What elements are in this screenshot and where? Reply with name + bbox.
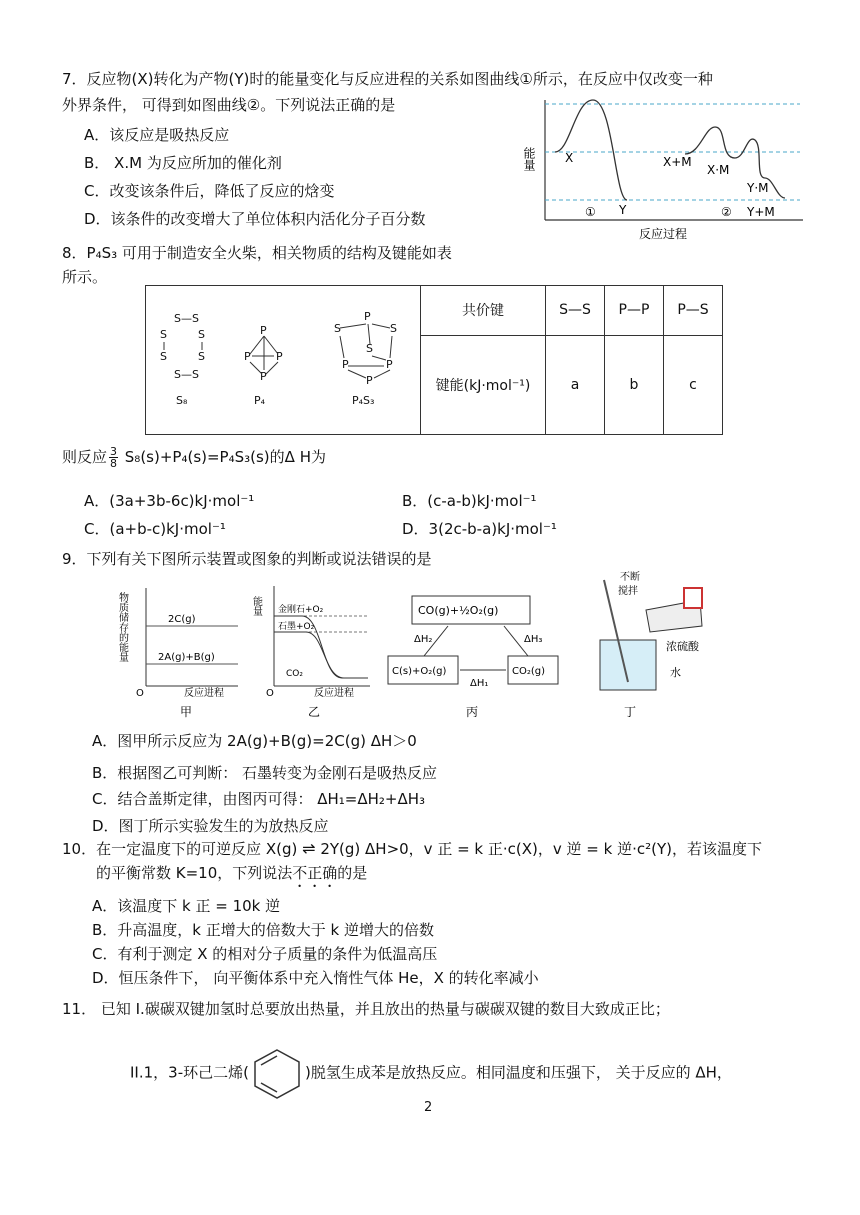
svg-text:S: S [334, 322, 341, 335]
q10-stem1a: 10．在一定温度下的可逆反应 X(g) [62, 840, 298, 858]
q8-row-label: 键能(kJ·mol⁻¹) [421, 335, 546, 434]
q8-option-b: B．(c-a-b)kJ·mol⁻¹ [402, 492, 537, 510]
q10-stem2a: 的平衡常数 K=10，下列说法 [96, 864, 293, 882]
q7-energy-graph [515, 92, 805, 240]
svg-text:S—S: S—S [174, 368, 199, 381]
q9-fig-bing [384, 592, 560, 720]
q10-stem-line2 [96, 862, 367, 891]
q9-bing-h1: ΔH₁ [470, 678, 489, 689]
q7-label-ym: Y+M [747, 205, 775, 219]
q8-label-s8: S₈ [176, 394, 188, 407]
q8-option-a: A．(3a+3b-6c)kJ·mol⁻¹ [84, 492, 255, 510]
q7-option-c: C．改变该条件后，降低了反应的焓变 [84, 182, 335, 200]
q8-frac-num: 3 [110, 445, 118, 458]
q7-label-xm: X+M [663, 155, 692, 169]
q9-bing-left: C(s)+O₂(g) [392, 666, 447, 677]
q9-jia-xlabel: 反应进程 [184, 688, 224, 699]
q8-header-pp: P—P [605, 286, 664, 336]
q9-bing-top: CO(g)+½O₂(g) [418, 604, 499, 617]
q9-yi-origin: O [266, 688, 274, 699]
q8-stem-line1: 8．P₄S₃ 可用于制造安全火柴，相关物质的结构及键能如表 [62, 244, 452, 262]
svg-text:P: P [366, 374, 373, 387]
q9-bing-h2: ΔH₂ [414, 634, 433, 645]
svg-text:P: P [244, 350, 251, 363]
svg-text:P: P [276, 350, 283, 363]
q10-option-d: D．恒压条件下， 向平衡体系中充入惰性气体 He，X 的转化率减小 [92, 969, 539, 987]
svg-text:S—S: S—S [174, 312, 199, 325]
q9-yi-caption: 乙 [308, 705, 321, 719]
q9-fig-jia [116, 582, 244, 720]
q9-ding-caption: 丁 [624, 705, 637, 719]
svg-text:S: S [390, 322, 397, 335]
q9-jia-origin: O [136, 688, 144, 699]
q9-stem: 9．下列有关下图所示装置或图象的判断或说法错误的是 [62, 550, 432, 568]
q9-ding-acid: 浓硫酸 [666, 640, 699, 653]
q8-question-pre: 则反应 [62, 448, 108, 466]
q10-option-b: B．升高温度，k 正增大的倍数大于 k 逆增大的倍数 [92, 921, 434, 939]
q8-structures [146, 286, 420, 430]
q8-question-post: S₈(s)+P₄(s)=P₄S₃(s)的Δ H为 [120, 448, 326, 466]
svg-text:P: P [260, 324, 267, 337]
svg-text:S: S [160, 328, 167, 341]
q8-stem-line2: 所示。 [62, 268, 108, 286]
q9-option-c: C．结合盖斯定律，由图丙可得： ΔH₁=ΔH₂+ΔH₃ [92, 790, 426, 808]
q8-value-a: a [546, 335, 605, 434]
q8-structures-cell [146, 286, 421, 435]
q10-stem1b: 2Y(g) ΔH>0，v 正 = k 正·c(X)，v 逆 = k 逆·c²(Y)，若该温度下 [320, 840, 762, 858]
q8-label-p4: P₄ [254, 394, 266, 407]
q11-stem-line1: 11． 已知 I.碳碳双键加氢时总要放出热量，并且放出的热量与碳碳双键的数目大致成正比； [62, 1000, 670, 1018]
cyclohexadiene-icon [249, 1046, 305, 1100]
q9-jia-ylabel: 物质储存的能量 [116, 592, 128, 662]
q11-stem2b: )脱氢生成苯是放热反应。相同温度和压强下， 关于反应的 ΔH， [304, 1063, 732, 1082]
svg-text:P: P [260, 370, 267, 383]
q10-option-c: C．有利于测定 X 的相对分子质量的条件为低温高压 [92, 945, 438, 963]
q8-frac-den: 8 [110, 457, 118, 470]
q7-option-b: B． X.M 为反应所加的催化剂 [84, 154, 282, 172]
q10-option-a: A．该温度下 k 正 = 10k 逆 [92, 897, 281, 915]
q7-label-curve1: ① [585, 205, 596, 219]
q9-ding-stir2: 搅拌 [618, 586, 638, 597]
q9-bing-caption: 丙 [466, 705, 479, 719]
q9-fig-ding [590, 570, 714, 720]
q11-stem2a: II.1，3-环己二烯( [130, 1063, 249, 1082]
q8-header-ps: P—S [664, 286, 723, 336]
q10-emphasis: 不正确 [292, 864, 338, 882]
q10-equilibrium-arrow: ⇌ [302, 839, 316, 858]
q9-option-d: D．图丁所示实验发生的为放热反应 [92, 817, 329, 835]
svg-text:P: P [364, 310, 371, 323]
q8-question [62, 446, 326, 469]
q9-bing-right: CO₂(g) [512, 666, 546, 677]
q9-jia-top: 2C(g) [168, 614, 196, 625]
q8-header-bond: 共价键 [421, 286, 546, 336]
q9-ding-stir: 不断 [620, 572, 640, 583]
q8-fraction [109, 446, 118, 469]
q7-label-y-dot-m: Y·M [747, 181, 769, 195]
q9-yi-ylabel: 能量 [250, 596, 262, 616]
q7-option-a: A．该反应是吸热反应 [84, 126, 230, 144]
q9-yi-xlabel: 反应进程 [314, 688, 354, 699]
q9-jia-caption: 甲 [180, 705, 193, 719]
q7-label-x: X [565, 151, 574, 165]
q9-yi-graphite: 石墨+O₂ [278, 622, 315, 632]
q8-option-c: C．(a+b-c)kJ·mol⁻¹ [84, 520, 226, 538]
svg-text:S: S [366, 342, 373, 355]
q7-stem-line2: 外界条件， 可得到如图曲线②。下列说法正确的是 [62, 96, 396, 114]
svg-text:P: P [386, 358, 393, 371]
q9-option-b: B．根据图乙可判断： 石墨转变为金刚石是吸热反应 [92, 764, 438, 782]
q8-option-d: D．3(2c-b-a)kJ·mol⁻¹ [402, 520, 557, 538]
q7-stem-line1: 7．反应物(X)转化为产物(Y)时的能量变化与反应进程的关系如图曲线①所示，在反应中仅改变一种 [62, 70, 713, 88]
svg-text:S: S [198, 350, 205, 363]
q9-ding-water: 水 [670, 666, 681, 679]
q9-bing-h3: ΔH₃ [524, 634, 543, 645]
page-number: 2 [424, 1100, 433, 1115]
q9-yi-co2: CO₂ [286, 669, 303, 679]
svg-text:S: S [160, 350, 167, 363]
q7-label-curve2: ② [721, 205, 732, 219]
q7-graph-xlabel: 反应过程 [639, 227, 688, 241]
q7-graph-ylabel: 能量 [522, 147, 536, 171]
q7-option-d: D．该条件的改变增大了单位体积内活化分子百分数 [84, 210, 426, 228]
q8-value-c: c [664, 335, 723, 434]
q8-value-b: b [605, 335, 664, 434]
q10-stem-line1 [62, 838, 762, 859]
q7-label-y: Y [619, 203, 627, 217]
svg-text:S: S [198, 328, 205, 341]
q8-header-ss: S—S [546, 286, 605, 336]
q8-bond-table [145, 285, 723, 435]
q8-label-p4s3: P₄S₃ [352, 394, 375, 407]
q7-label-x-dot-m: X·M [707, 163, 730, 177]
q9-jia-bottom: 2A(g)+B(g) [158, 652, 215, 663]
q9-fig-yi [252, 582, 374, 720]
q11-stem-line2 [130, 1046, 732, 1100]
svg-text:P: P [342, 358, 349, 371]
q9-option-a: A．图甲所示反应为 2A(g)+B(g)=2C(g) ΔH＞0 [92, 732, 417, 750]
q10-stem2c: 的是 [337, 864, 368, 882]
q9-yi-diamond: 金刚石+O₂ [278, 605, 324, 615]
